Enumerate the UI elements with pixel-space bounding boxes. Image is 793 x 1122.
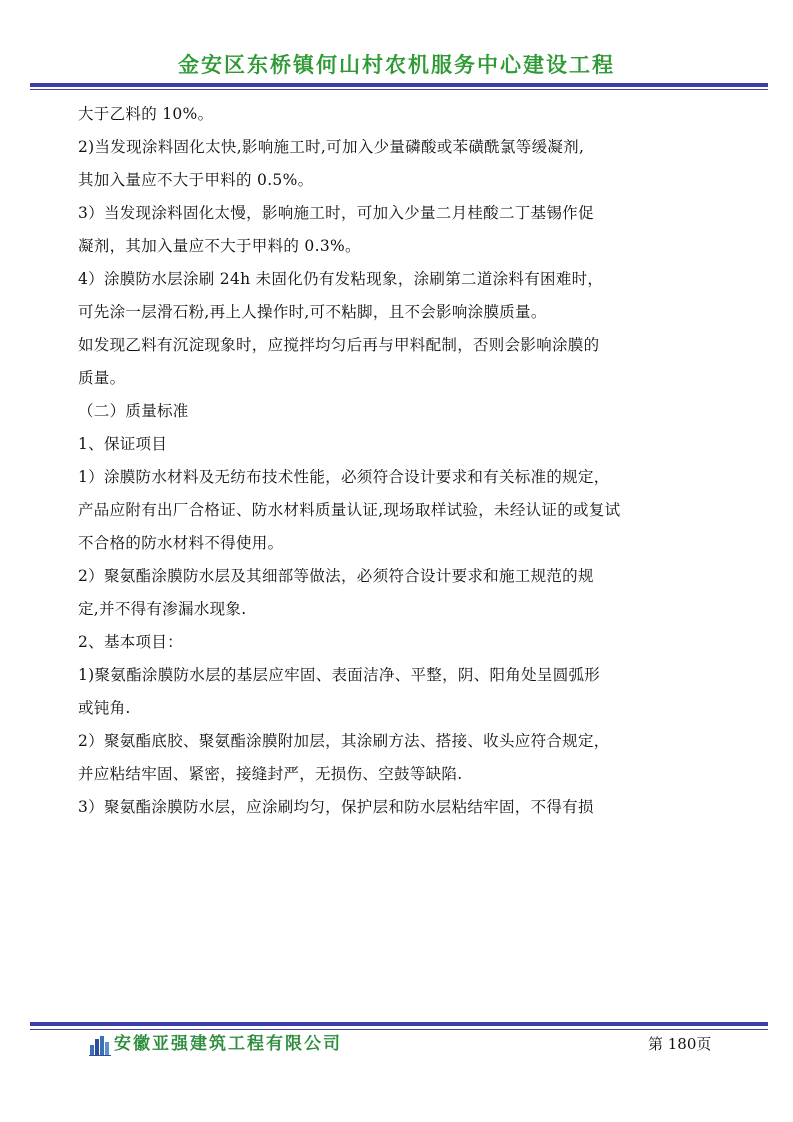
body-line: 3）当发现涂料固化太慢，影响施工时，可加入少量二月桂酸二丁基锡作促 bbox=[78, 204, 594, 222]
page-header bbox=[0, 0, 793, 92]
footer-rule-thin bbox=[30, 1029, 768, 1030]
header-title: 金安区东桥镇何山村农机服务中心建设工程 bbox=[178, 53, 615, 77]
header-rule-thin bbox=[30, 89, 768, 90]
subsection-heading: 2、基本项目： bbox=[78, 633, 183, 651]
footer-company: 安徽亚强建筑工程有限公司 bbox=[114, 1034, 342, 1054]
body-line: 质量。 bbox=[78, 369, 126, 387]
body-line: 如发现乙料有沉淀现象时，应搅拌均匀后再与甲料配制，否则会影响涂膜的 bbox=[78, 336, 600, 354]
body-line: 并应粘结牢固、紧密，接缝封严，无损伤、空鼓等缺陷. bbox=[78, 765, 463, 783]
body-line: 2）聚氨酯底胶、聚氨酯涂膜附加层，其涂刷方法、搭接、收头应符合规定， bbox=[78, 732, 610, 750]
body-line: 3）聚氨酯涂膜防水层，应涂刷均匀，保护层和防水层粘结牢固，不得有损 bbox=[78, 798, 594, 816]
body-line: 1)聚氨酯涂膜防水层的基层应牢固、表面洁净、平整，阴、阳角处呈圆弧形 bbox=[78, 666, 601, 684]
building-logo-icon bbox=[89, 1036, 111, 1056]
body-line: 大于乙料的 10%。 bbox=[78, 105, 214, 123]
body-line: 凝剂，其加入量应不大于甲料的 0.3%。 bbox=[78, 237, 361, 255]
body-line: 2)当发现涂料固化太快,影响施工时,可加入少量磷酸或苯磺酰氯等缓凝剂, bbox=[78, 138, 585, 156]
body-line: 或钝角. bbox=[78, 699, 131, 717]
subsection-heading: 1、保证项目 bbox=[78, 435, 168, 453]
footer-rule bbox=[30, 1022, 768, 1026]
body-line: 其加入量应不大于甲料的 0.5%。 bbox=[78, 171, 314, 189]
section-heading: （二）质量标准 bbox=[78, 402, 189, 420]
body-line: 4）涂膜防水层涂刷 24h 未固化仍有发粘现象，涂刷第二道涂料有困难时， bbox=[78, 270, 604, 288]
page-number: 第 180页 bbox=[648, 1035, 712, 1053]
body-line: 定,并不得有渗漏水现象. bbox=[78, 600, 247, 618]
body-line: 可先涂一层滑石粉,再上人操作时,可不粘脚，且不会影响涂膜质量。 bbox=[78, 303, 547, 321]
header-rule bbox=[30, 83, 768, 87]
document-body bbox=[78, 103, 718, 819]
body-line: 产品应附有出厂合格证、防水材料质量认证,现场取样试验，未经认证的或复试 bbox=[78, 501, 621, 519]
body-line: 1）涂膜防水材料及无纺布技术性能，必须符合设计要求和有关标准的规定， bbox=[78, 468, 610, 486]
body-line: 不合格的防水材料不得使用。 bbox=[78, 534, 284, 552]
body-line: 2）聚氨酯涂膜防水层及其细部等做法，必须符合设计要求和施工规范的规 bbox=[78, 567, 594, 585]
page-footer bbox=[0, 1012, 793, 1072]
